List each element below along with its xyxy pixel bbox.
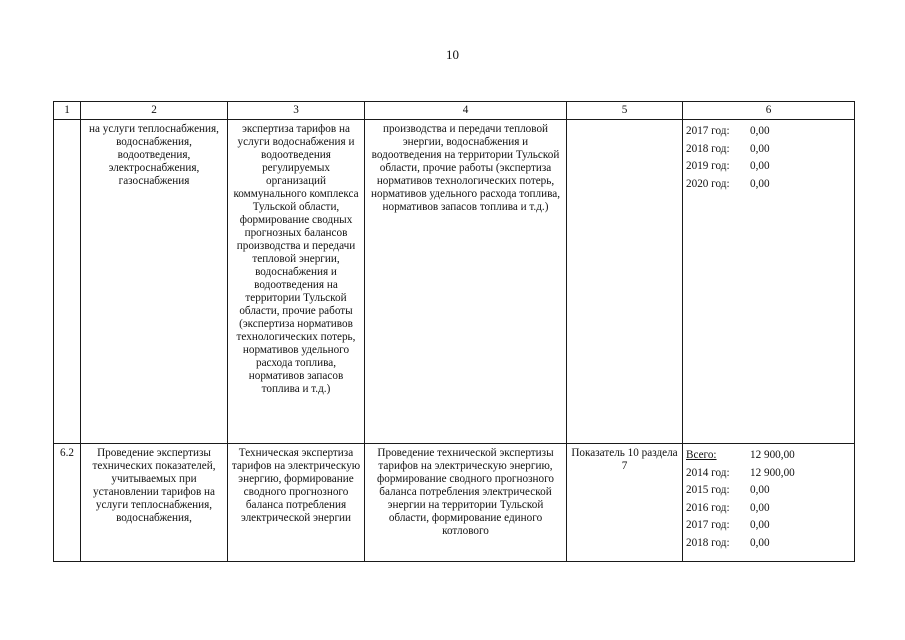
indicator-link — [567, 120, 683, 444]
funding-line — [686, 176, 851, 194]
expected-result: Проведение технической экспертизы тарифов на электрическую энергию, формирование сводного прогнозного баланса потребления электрической энергии на территории Тульской области, формирование единого котлового — [365, 444, 567, 562]
program-table — [53, 101, 855, 562]
indicator-link: Показатель 10 раздела 7 — [567, 444, 683, 562]
funding-line — [686, 517, 851, 535]
funding-line — [686, 123, 851, 141]
expected-result: производства и передачи тепловой энергии, водоснабжения и водоотведения на территории Тульской области, прочие работы (экспертиза нормативов технологических потерь, нормативов удельного расхода топлива, нормативов запасов топлива и т.д.) — [365, 120, 567, 444]
funding-amount: 0,00 — [750, 519, 770, 531]
funding-total-label: Всего: — [686, 449, 717, 461]
funding-year-label: 2019 год: — [686, 160, 730, 172]
header-col-2: 2 — [81, 102, 228, 120]
funding-amount: 0,00 — [750, 501, 770, 514]
funding-amount: 0,00 — [750, 177, 770, 190]
funding-amount: 0,00 — [750, 536, 770, 549]
funding-year-label: 2018 год: — [686, 142, 730, 155]
header-col-6: 6 — [683, 102, 855, 120]
page-number: 10 — [446, 47, 459, 62]
activity-description: экспертиза тарифов на услуги водоснабжения и водоотведения регулируемых организаций коммунального комплекса Тульской области, формирование сводных прогнозных балансов производства и передачи тепловой энергии, водоснабжения и водоотведения на территории Тульской области, прочие работы (экспертиза нормативов технологических потерь, нормативов удельного расхода топлива, нормативов запасов топлива и т.д.) — [228, 120, 365, 444]
header-col-4: 4 — [365, 102, 567, 120]
funding-amount: 0,00 — [750, 484, 770, 496]
funding-year-label: 2015 год: — [686, 484, 730, 496]
row-number — [54, 120, 81, 444]
activity-name: на услуги теплоснабжения, водоснабжения, водоотведения, электроснабжения, газоснабжения — [81, 120, 228, 444]
header-col-1: 1 — [54, 102, 81, 120]
funding-year-label: 2016 год: — [686, 501, 730, 514]
funding-amount: 0,00 — [750, 142, 770, 155]
table-row — [54, 444, 855, 562]
table-header-row — [54, 102, 855, 120]
funding-line — [686, 141, 851, 159]
funding-amount: 12 900,00 — [750, 466, 795, 479]
activity-description: Техническая экспертиза тарифов на электрическую энергию, формирование сводного прогнозного баланса потребления электрической энергии — [228, 444, 365, 562]
funding-total-amount: 12 900,00 — [750, 449, 795, 461]
funding-cell — [683, 120, 855, 444]
funding-year-label: 2018 год: — [686, 536, 730, 549]
funding-year-label: 2017 год: — [686, 519, 730, 531]
funding-total-line — [686, 447, 851, 465]
activity-name: Проведение экспертизы технических показателей, учитываемых при установлении тарифов на услуги теплоснабжения, водоснабжения, — [81, 444, 228, 562]
funding-year-label: 2020 год: — [686, 177, 730, 190]
header-col-3: 3 — [228, 102, 365, 120]
funding-year-label: 2017 год: — [686, 125, 730, 137]
funding-line — [686, 500, 851, 518]
funding-line — [686, 535, 851, 553]
funding-line — [686, 158, 851, 176]
header-col-5: 5 — [567, 102, 683, 120]
funding-cell — [683, 444, 855, 562]
funding-year-label: 2014 год: — [686, 466, 730, 479]
table-row — [54, 120, 855, 444]
funding-amount: 0,00 — [750, 160, 770, 172]
funding-line — [686, 482, 851, 500]
funding-amount: 0,00 — [750, 125, 770, 137]
funding-line — [686, 465, 851, 483]
row-number: 6.2 — [54, 444, 81, 562]
